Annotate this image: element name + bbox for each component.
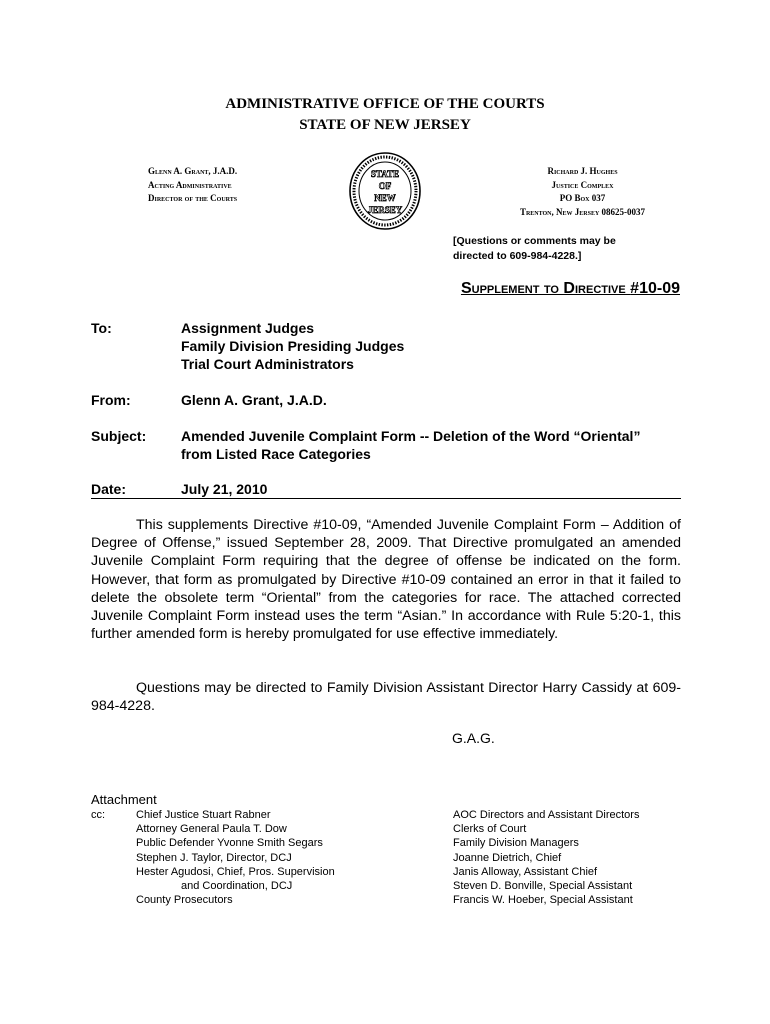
cc-left-6: and Coordination, DCJ: [181, 880, 293, 893]
address-line-2: Justice Complex: [551, 179, 614, 190]
cc-right-6: Steven D. Bonville, Special Assistant: [453, 880, 633, 893]
address-block: [480, 165, 685, 219]
body-paragraph-2: Questions may be directed to Family Division Assistant Director Harry Cassidy at 609-984-4228.: [91, 680, 681, 715]
attachment-label: Attachment: [91, 792, 157, 807]
state-seal-icon: [348, 151, 422, 231]
to-recipients: [181, 319, 691, 373]
questions-note: [453, 234, 693, 263]
to-label: To:: [91, 320, 112, 336]
cc-left-7: County Prosecutors: [136, 894, 233, 907]
from-value: Glenn A. Grant, J.A.D.: [181, 392, 327, 408]
cc-left-4: Stephen J. Taylor, Director, DCJ: [136, 851, 292, 864]
cc-left-1: Chief Justice Stuart Rabner: [136, 809, 271, 821]
cc-right-4: Joanne Dietrich, Chief: [453, 851, 562, 864]
from-label: From:: [91, 392, 131, 408]
address-line-3: PO Box 037: [559, 193, 606, 203]
cc-list-left: [136, 808, 335, 907]
cc-right-2: Clerks of Court: [453, 823, 527, 836]
subject-label: Subject:: [91, 428, 147, 444]
cc-right-1: AOC Directors and Assistant Directors: [453, 809, 640, 821]
address-line-1: Richard J. Hughes: [547, 166, 618, 176]
subject-value: [181, 427, 691, 463]
cc-left-5: Hester Agudosi, Chief, Pros. Supervision: [136, 865, 335, 878]
cc-left-3: Public Defender Yvonne Smith Segars: [136, 837, 323, 850]
director-title-2: Director of the Courts: [148, 193, 238, 203]
seal-line-3: NEW: [374, 193, 396, 203]
seal-line-1: STATE: [370, 169, 400, 179]
supplement-prefix: Supplement to Directive: [460, 280, 631, 297]
supplement-number: #10-09: [630, 280, 680, 297]
cc-right-7: Francis W. Hoeber, Special Assistant: [453, 894, 633, 907]
director-title-1: Acting Administrative: [148, 179, 232, 190]
cc-list-right: [453, 808, 639, 907]
supplement-heading: [280, 279, 680, 299]
seal-line-2: OF: [378, 181, 392, 191]
subject-line-2: from Listed Race Categories: [181, 446, 371, 462]
date-value: July 21, 2010: [181, 481, 268, 497]
seal-line-4: JERSEY: [367, 205, 403, 215]
body-paragraph-1: This supplements Directive #10-09, “Amended Juvenile Complaint Form – Addition of Degree of Offense,” issued September 28, 2009. That Directive promulgated an amended Juvenile Complaint Form requiring that the degree of offense be indicated on the form. However, that form as promulgated by Directive #10-09 contained an error in that it failed to delete the obsolete term “Oriental” from the categories for race. The attached corrected Juvenile Complaint Form instead uses the term “Asian.” In accordance with Rule 5:20-1, this further amended form is hereby promulgated for use effective immediately.: [91, 517, 681, 643]
address-line-4: Trenton, New Jersey 08625-0037: [519, 206, 646, 217]
subject-line-1: Amended Juvenile Complaint Form -- Deletion of the Word “Oriental”: [181, 428, 641, 444]
to-line-2: Family Division Presiding Judges: [181, 338, 405, 354]
cc-right-3: Family Division Managers: [453, 837, 579, 850]
office-title: ADMINISTRATIVE OFFICE OF THE COURTS: [225, 96, 545, 112]
director-name: Glenn A. Grant, J.A.D.: [148, 166, 238, 176]
signature-initials: G.A.G.: [452, 730, 495, 746]
to-line-3: Trial Court Administrators: [181, 356, 354, 372]
cc-right-5: Janis Alloway, Assistant Chief: [453, 865, 598, 878]
to-line-1: Assignment Judges: [181, 320, 315, 336]
director-block: [148, 165, 237, 206]
questions-line-1: [Questions or comments may be: [453, 235, 616, 247]
header-divider: [91, 498, 681, 499]
date-label: Date:: [91, 481, 127, 497]
cc-label: cc:: [91, 809, 106, 821]
questions-line-2: directed to 609-984-4228.]: [453, 249, 582, 262]
cc-left-2: Attorney General Paula T. Dow: [136, 823, 287, 836]
state-title: STATE OF NEW JERSEY: [299, 117, 471, 133]
